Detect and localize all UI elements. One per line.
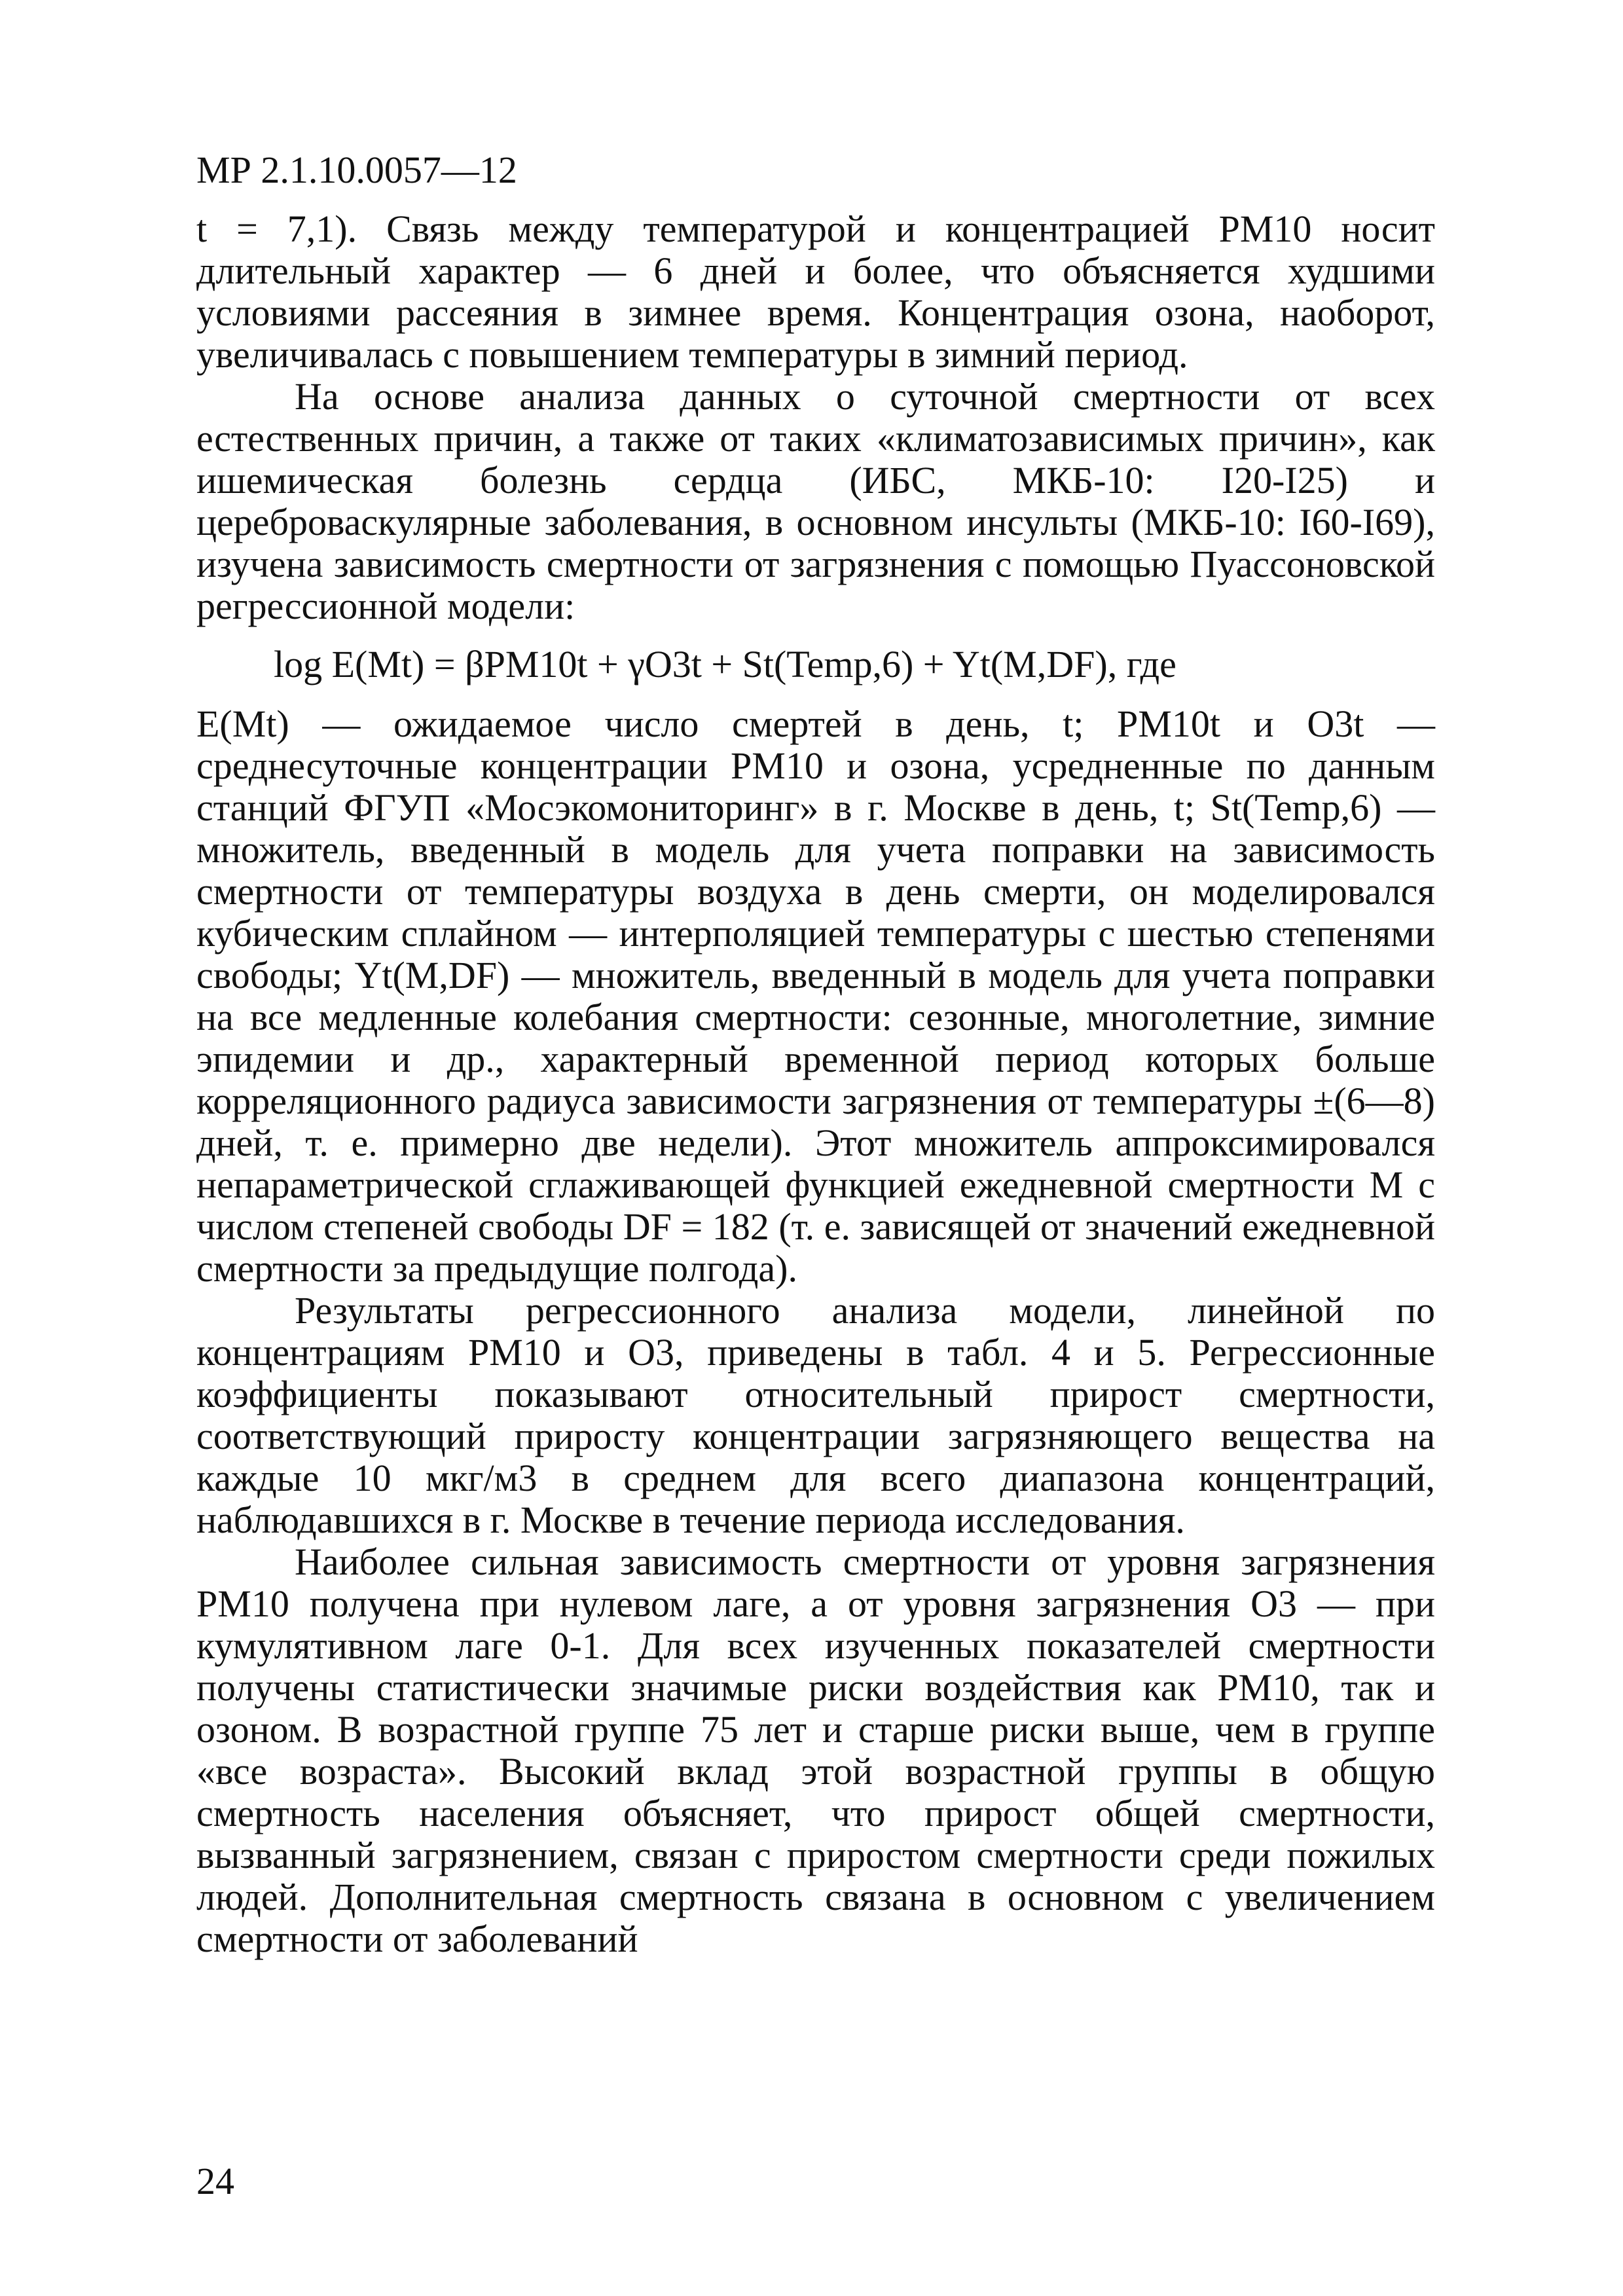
paragraph-2: На основе анализа данных о суточной смертности от всех естественных причин, а также от таких «климатозависимых причин», как ишемическая болезнь сердца (ИБС, МКБ-10: I20-I25) и цереброваскулярные заболевания, в основном инсульты (МКБ-10: I60-I69), изучена зависимость смертности от загрязнения с помощью Пуассоновской регрессионной модели: (196, 375, 1435, 627)
document-code: МР 2.1.10.0057—12 (196, 149, 517, 191)
regression-formula (196, 642, 1435, 687)
page-number: 24 (196, 2160, 234, 2202)
paragraph-5: Наиболее сильная зависимость смертности от уровня загрязнения PM10 получена при нулевом лаге, а от уровня загрязнения O3 — при кумулятивном лаге 0-1. Для всех изученных показателей смертности получены статистически значимые риски воздействия как PM10, так и озоном. В возрастной группе 75 лет и старше риски выше, чем в группе «все возраста». Высокий вклад этой возрастной группы в общую смертность населения объясняет, что прирост общей смертности, вызванный загрязнением, связан с приростом смертности среди пожилых людей. Дополнительная смертность связана в основном с увеличением смертности от заболеваний (196, 1540, 1435, 1960)
paragraph-1: t = 7,1). Связь между температурой и концентрацией PM10 носит длительный характер — 6 дней и более, что объясняется худшими условиями рассеяния в зимнее время. Концентрация озона, наоборот, увеличивалась с повышением температуры в зимний период. (196, 208, 1435, 376)
formula-expression: log E(Mt) = βPM10t + γO3t + St(Temp,6) + Yt(M,DF) (274, 643, 1108, 685)
paragraph-3: E(Mt) — ожидаемое число смертей в день, t; PM10t и O3t — среднесуточные концентрации PM10 и озона, усредненные по данным станций ФГУП «Мосэкомониторинг» в г. Москве в день, t; St(Temp,6) — множитель, введенный в модель для учета поправки на зависимость смертности от температуры воздуха в день смерти, он моделировался кубическим сплайном — интерполяцией температуры с шестью степенями свободы; Yt(M,DF) — множитель, введенный в модель для учета поправки на все медленные колебания смертности: сезонные, многолетние, зимние эпидемии и др., характерный временной период которых больше корреляционного радиуса зависимости загрязнения от температуры ±(6—8) дней, т. е. примерно две недели). Этот множитель аппроксимировался непараметрической сглаживающей функцией ежедневной смертности M с числом степеней свободы DF = 182 (т. е. зависящей от значений ежедневной смертности за предыдущие полгода). (196, 702, 1435, 1290)
body-text (196, 208, 1435, 1960)
formula-suffix: , где (1107, 643, 1176, 685)
paragraph-4: Результаты регрессионного анализа модели, линейной по концентрациям PM10 и O3, приведены в табл. 4 и 5. Регрессионные коэффициенты показывают относительный прирост смертности, соответствующий приросту концентрации загрязняющего вещества на каждые 10 мкг/м3 в среднем для всего диапазона концентраций, наблюдавшихся в г. Москве в течение периода исследования. (196, 1289, 1435, 1541)
